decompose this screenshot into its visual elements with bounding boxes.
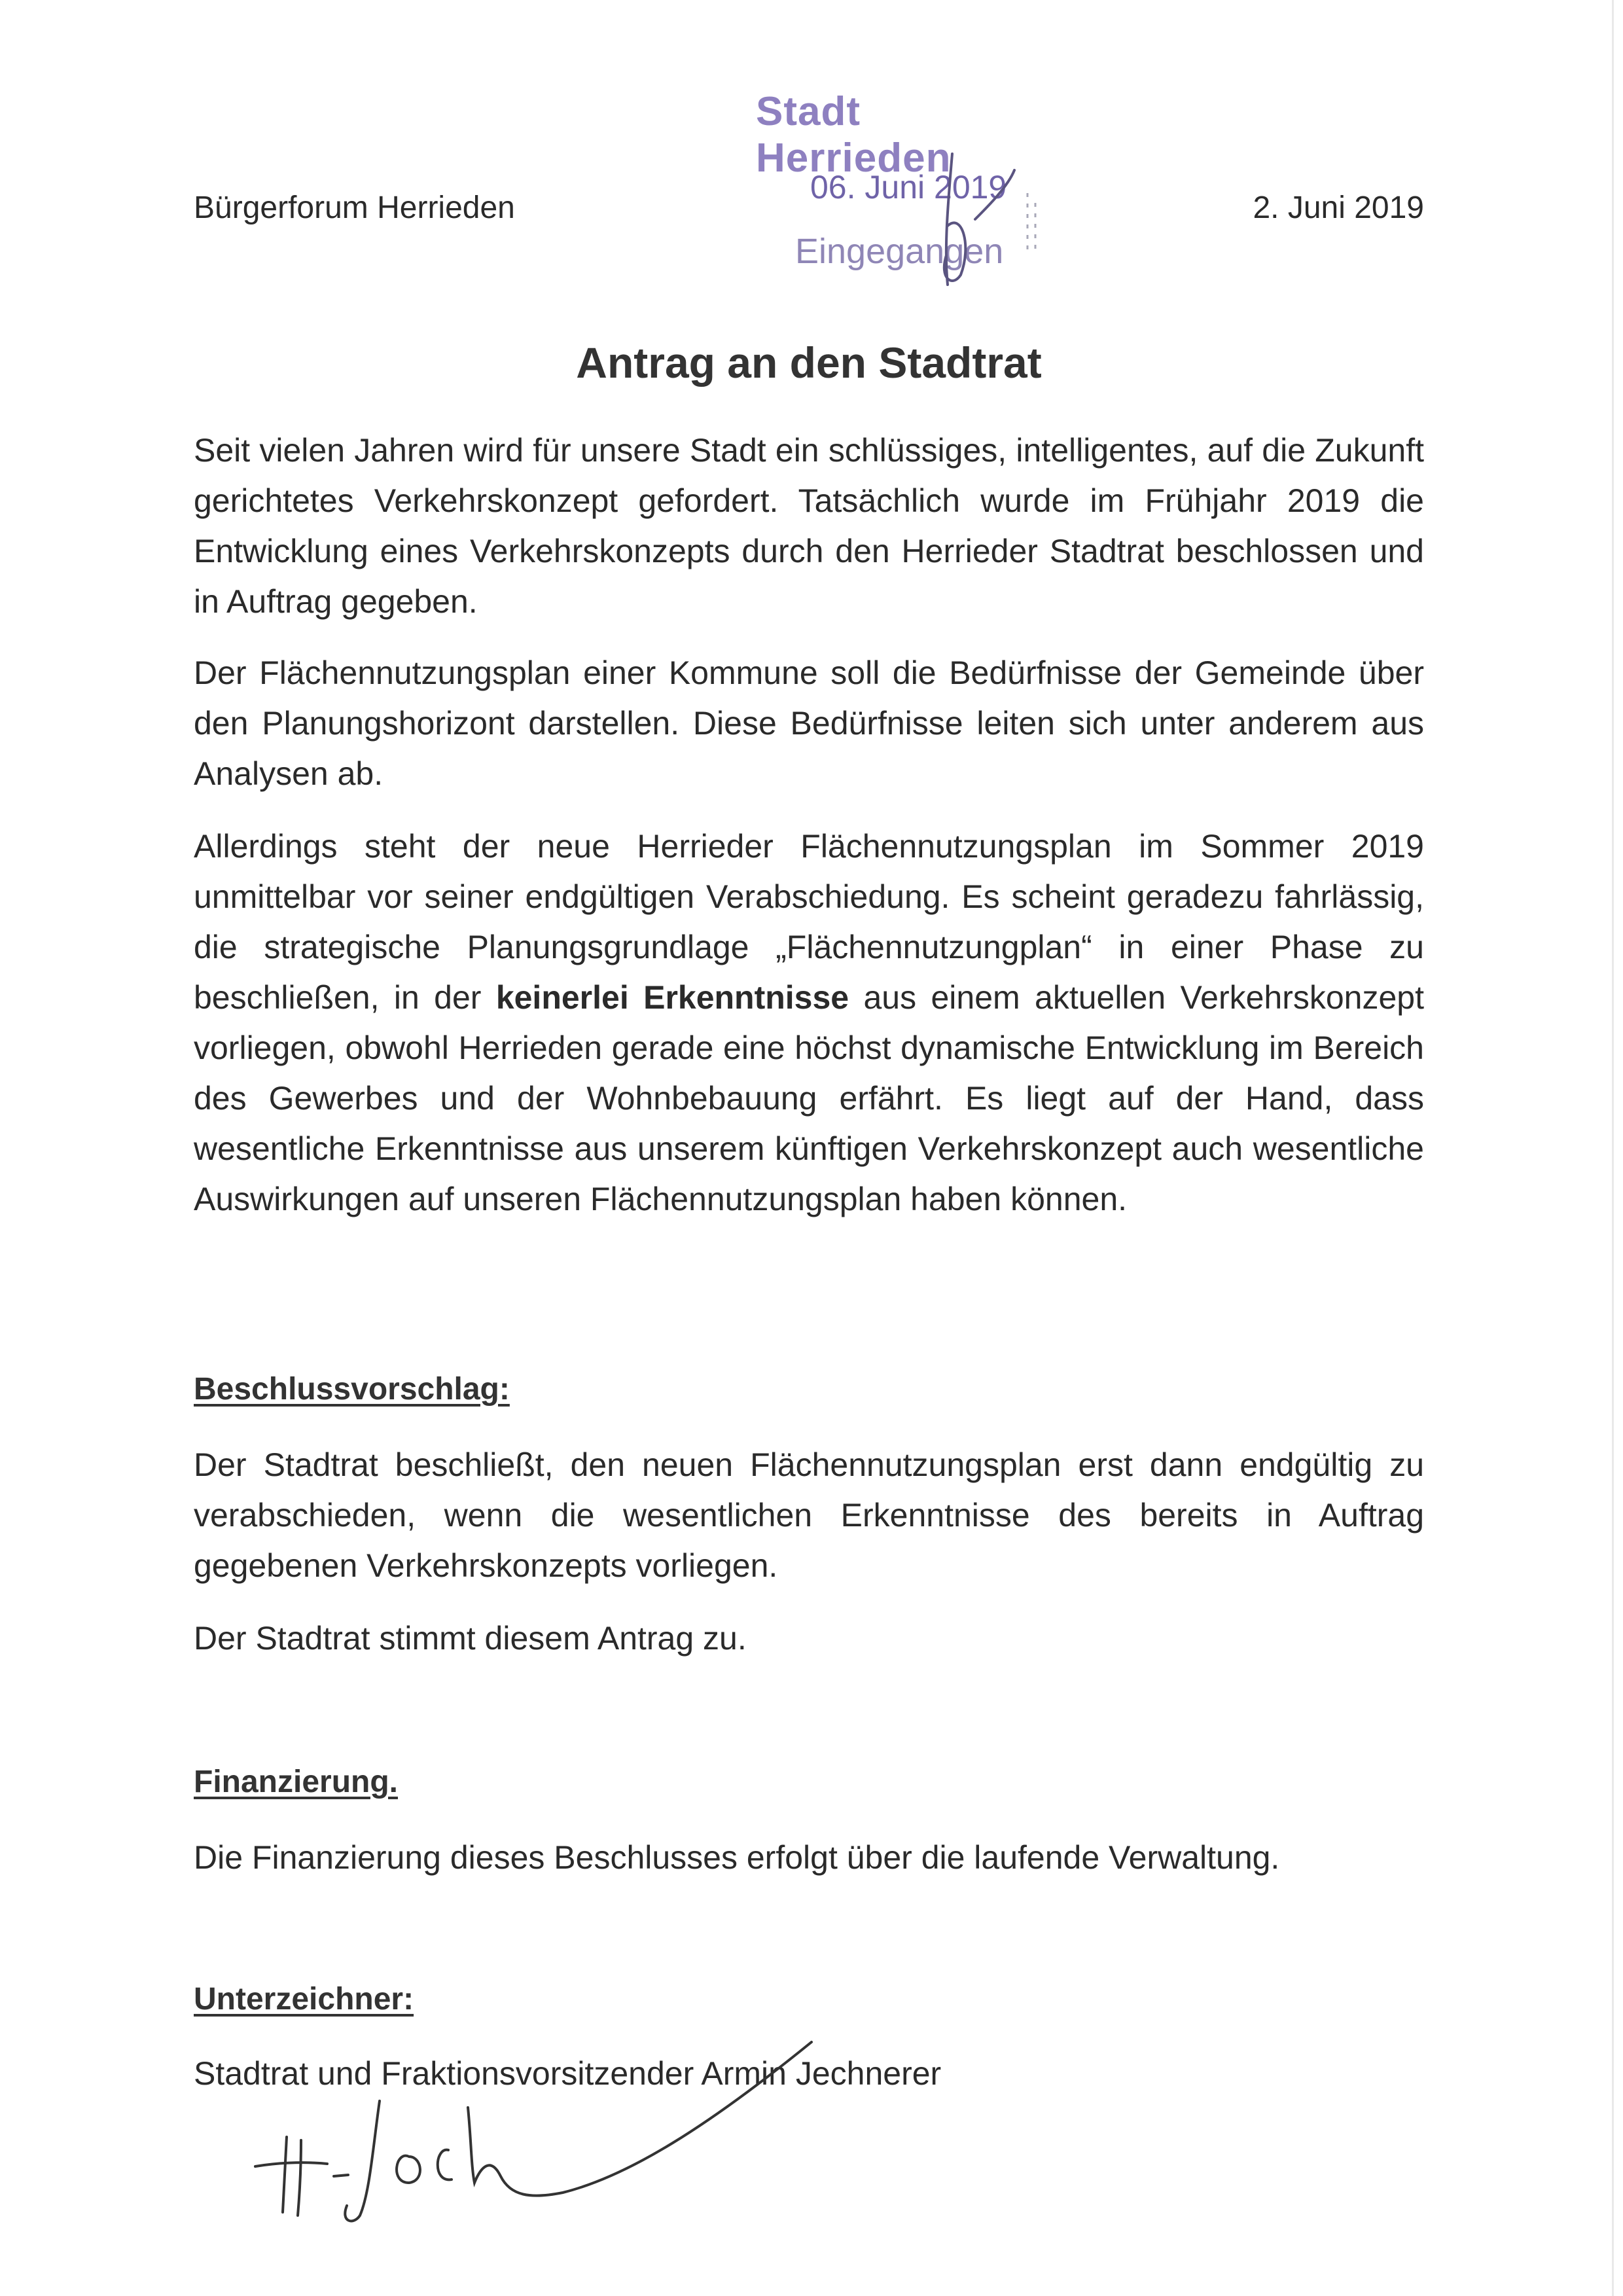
stamp-date: 06. Juni 2019 <box>810 169 1007 206</box>
scan-edge <box>1612 0 1614 2296</box>
paragraph-3-text-end: aus einem aktuellen Verkehrskonzept vorliegen, obwohl Herrieden gerade eine höchst dynamische Entwicklung im Bereich des Gewerbes und der Wohnbebauung erfährt. Es liegt auf der Hand, dass wesentliche Erkenntnisse aus unserem künftigen Verkehrskonzept auch wesentliche Auswirkungen auf unseren Flächennutzungsplan haben können. <box>194 979 1424 1217</box>
body-paragraph-2: Der Flächennutzungsplan einer Kommune soll die Bedürfnisse der Gemeinde über den Planungshorizont darstellen. Diese Bedürfnisse leiten sich unter anderem aus Analysen ab. <box>194 655 1424 792</box>
resolution-text: Der Stadtrat beschließt, den neuen Flächennutzungsplan erst dann endgültig zu verabschieden, wenn die wesentlichen Erkenntnisse des bereits in Auftrag gegebenen Verkehrskonzepts vorliegen. <box>194 1446 1424 1584</box>
handwritten-signature <box>249 2016 825 2232</box>
signatory-text: Stadtrat und Fraktionsvorsitzender Armin Jechnerer <box>194 2055 942 2092</box>
sender-name: Bürgerforum Herrieden <box>194 190 515 225</box>
stamp-initials <box>753 88 1060 298</box>
received-stamp <box>753 88 1060 298</box>
body-paragraph-3 <box>194 821 1424 1225</box>
stamp-received-label: Eingegangen <box>795 232 1004 271</box>
resolution-agreement: Der Stadtrat stimmt diesem Antrag zu. <box>194 1620 747 1657</box>
document-title: Antrag an den Stadtrat <box>576 338 1042 387</box>
letter-date: 2. Juni 2019 <box>1253 190 1424 225</box>
body-paragraph-1: Seit vielen Jahren wird für unsere Stadt ein schlüssiges, intelligentes, auf die Zukunft gerichtetes Verkehrskonzept gefordert. Tatsächlich wurde im Frühjahr 2019 die Entwicklung eines Verkehrskonzepts durch den Herrieder Stadtrat beschlossen und in Auftrag gegeben. <box>194 432 1424 620</box>
stamp-city: Stadt Herrieden <box>756 89 952 181</box>
section-heading-beschlussvorschlag: Beschlussvorschlag: <box>194 1372 510 1407</box>
paragraph-3-text-start: Allerdings steht der neue Herrieder Flächennutzungsplan im Sommer 2019 unmittelbar vor seiner endgültigen Verabschiedung. Es scheint geradezu fahrlässig, die strategische Planungsgrundlage „Flächennutzungplan“ in einer Phase zu beschließen, in der <box>194 828 1424 1016</box>
section-heading-finanzierung: Finanzierung. <box>194 1765 398 1799</box>
section-heading-unterzeichner: Unterzeichner: <box>194 1982 414 2017</box>
paragraph-3-emphasis: keinerlei Erkenntnisse <box>495 979 849 1016</box>
financing-text: Die Finanzierung dieses Beschlusses erfolgt über die laufende Verwaltung. <box>194 1839 1280 1876</box>
